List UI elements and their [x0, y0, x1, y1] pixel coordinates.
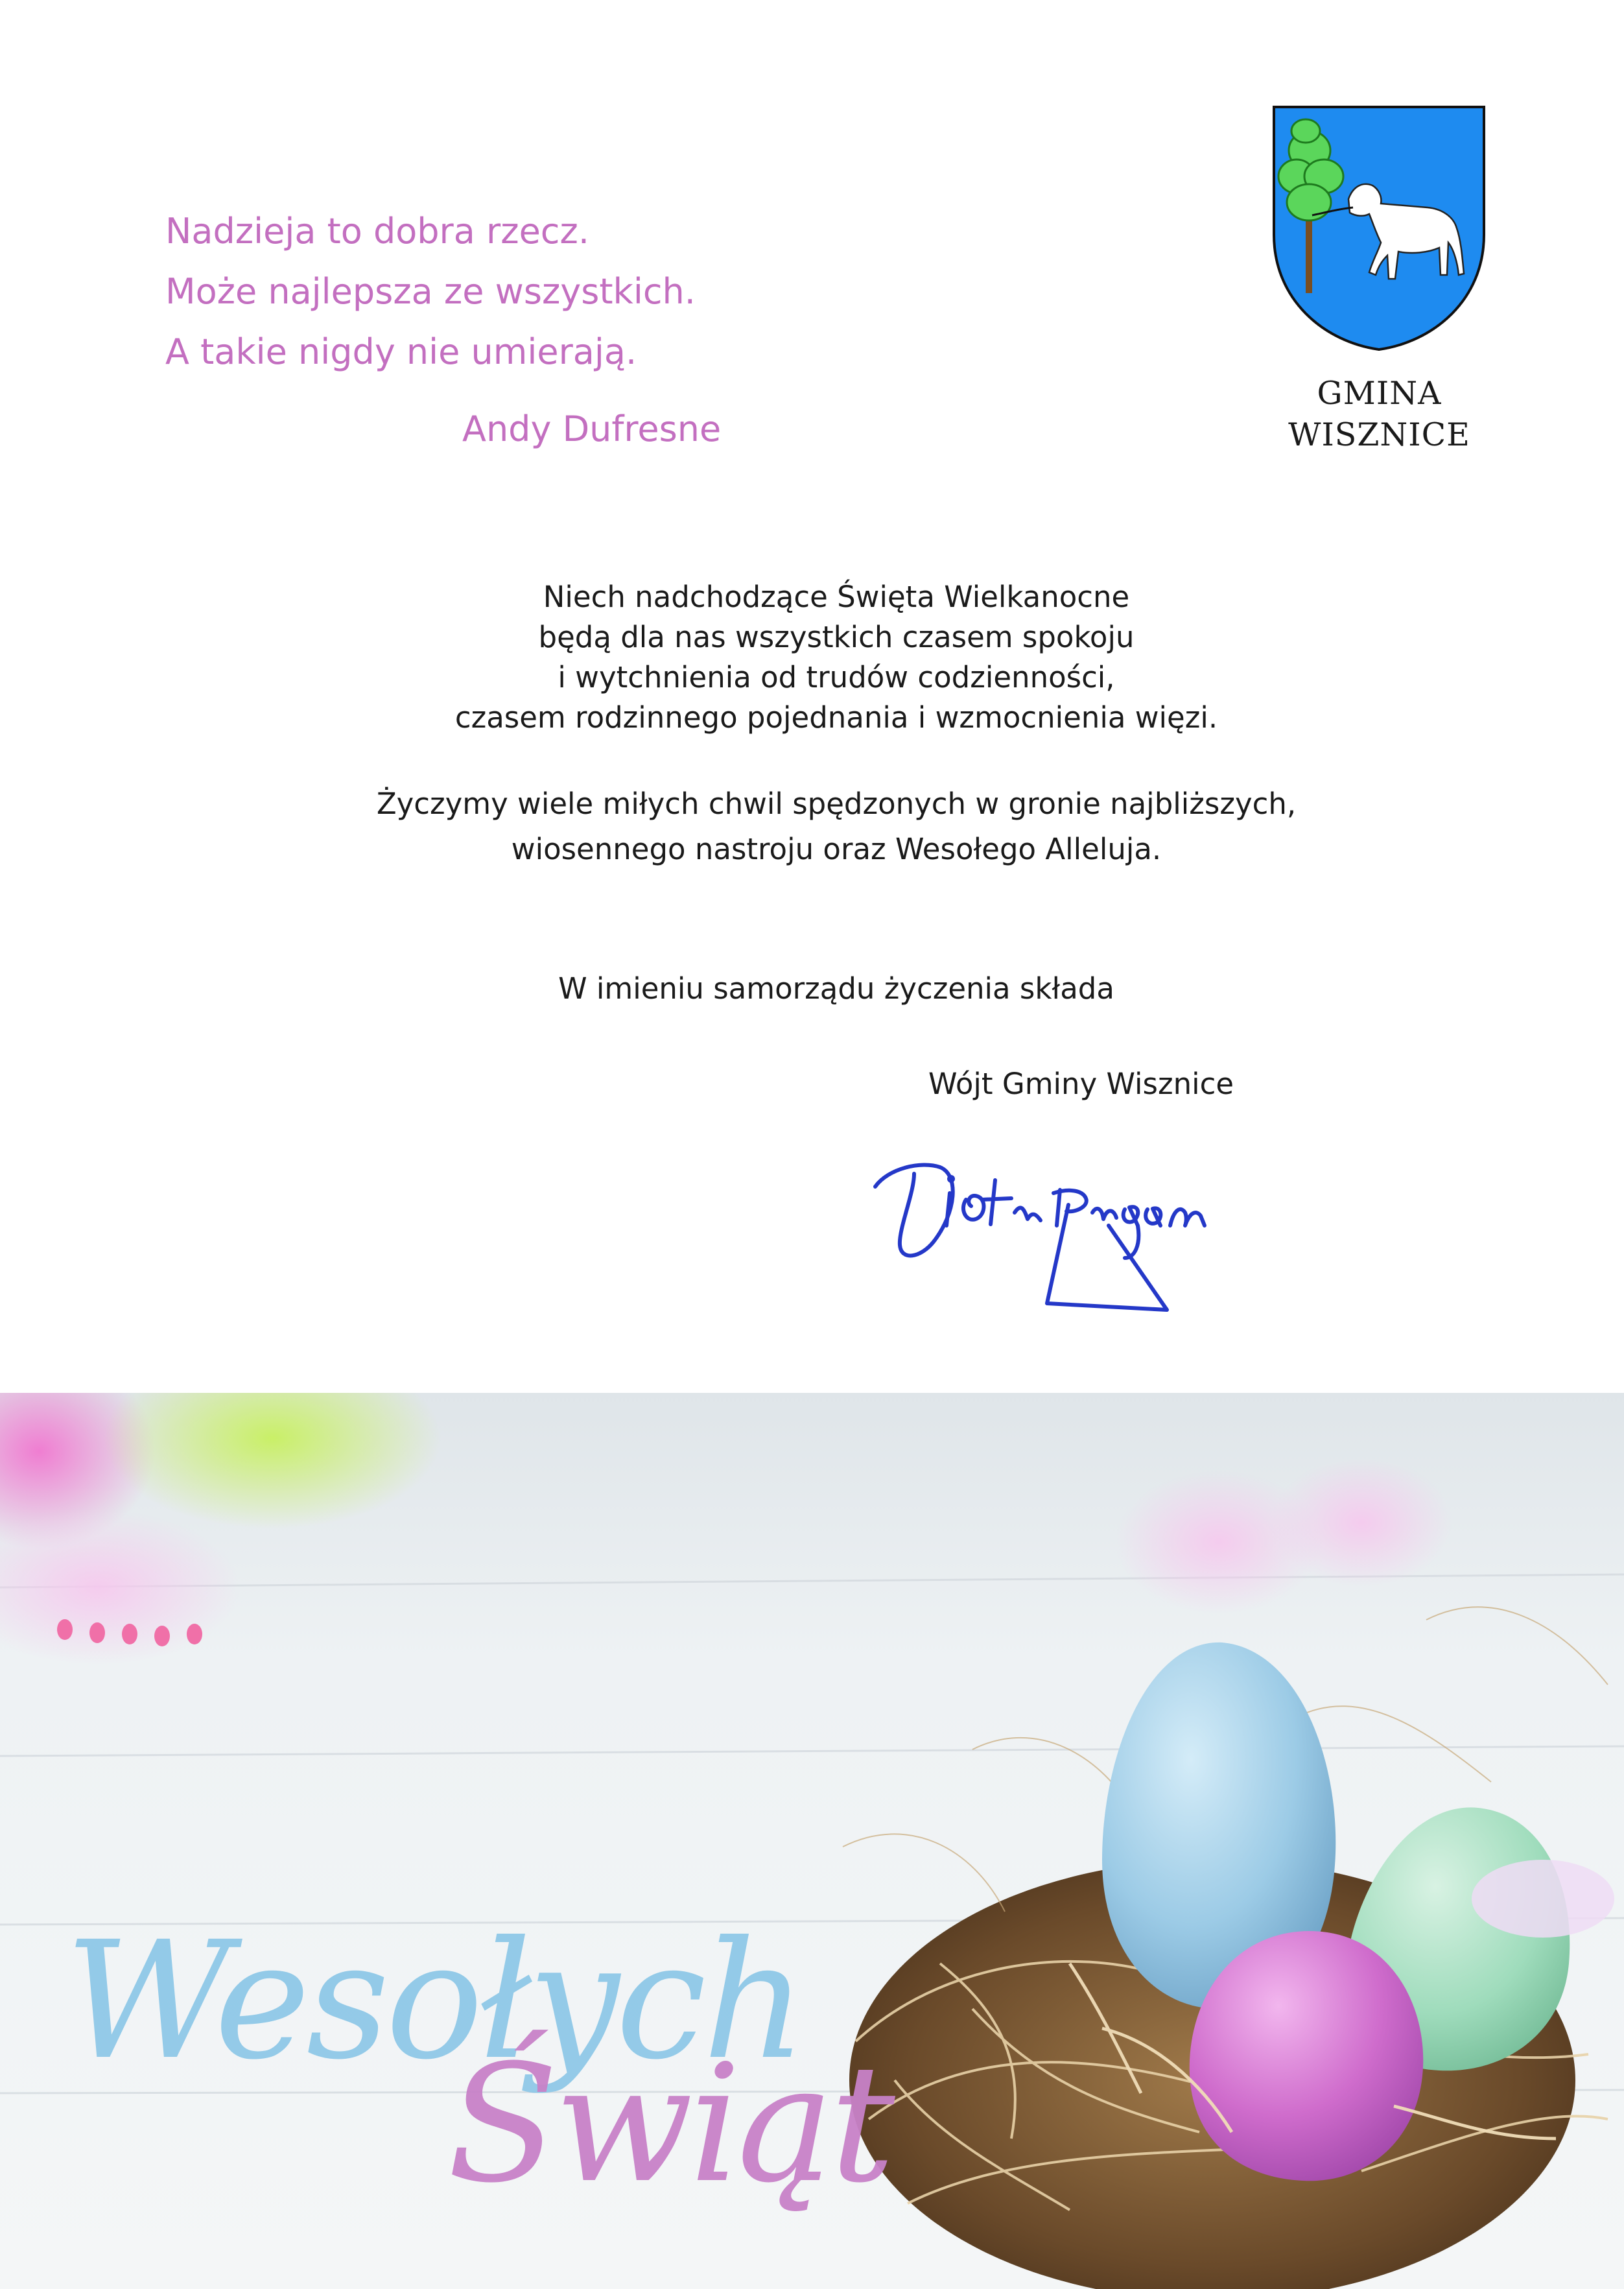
- message-line: Niech nadchodzące Święta Wielkanocne: [543, 580, 1130, 614]
- quote-author: Andy Dufresne: [462, 409, 722, 449]
- greeting-line1: Wesołych: [65, 1906, 803, 2095]
- message-line: będą dla nas wszystkich czasem spokoju: [538, 620, 1135, 654]
- message-line: wiosennego nastroju oraz Wesołego Alleluja.: [511, 832, 1162, 866]
- message-line: i wytchnienia od trudów codzienności,: [558, 660, 1115, 694]
- message-paragraph: [194, 577, 1478, 738]
- municipality-name-line1: GMINA: [1317, 375, 1442, 412]
- signatory-title: Wójt Gminy Wisznice: [928, 1067, 1234, 1101]
- closing-line: W imieniu samorządu życzenia składa: [558, 971, 1114, 1006]
- greeting-line2: Świąt: [447, 2030, 891, 2218]
- message-line: Życzymy wiele miłych chwil spędzonych w gronie najbliższych,: [376, 787, 1297, 821]
- greeting-message: [194, 577, 1478, 916]
- municipality-name-line2: WISZNICE: [1288, 416, 1470, 453]
- handwritten-signature: [862, 1128, 1316, 1342]
- quote-line: Nadzieja to dobra rzecz.: [165, 211, 589, 252]
- quote-line: A takie nigdy nie umierają.: [165, 331, 637, 372]
- message-paragraph: [194, 781, 1478, 872]
- message-line: czasem rodzinnego pojednania i wzmocnienia więzi.: [454, 700, 1218, 735]
- quote-block: [165, 201, 878, 382]
- quote-line: Może najlepsza ze wszystkich.: [165, 271, 696, 312]
- municipality-name: [1258, 373, 1501, 456]
- coat-of-arms-icon: [1272, 105, 1486, 351]
